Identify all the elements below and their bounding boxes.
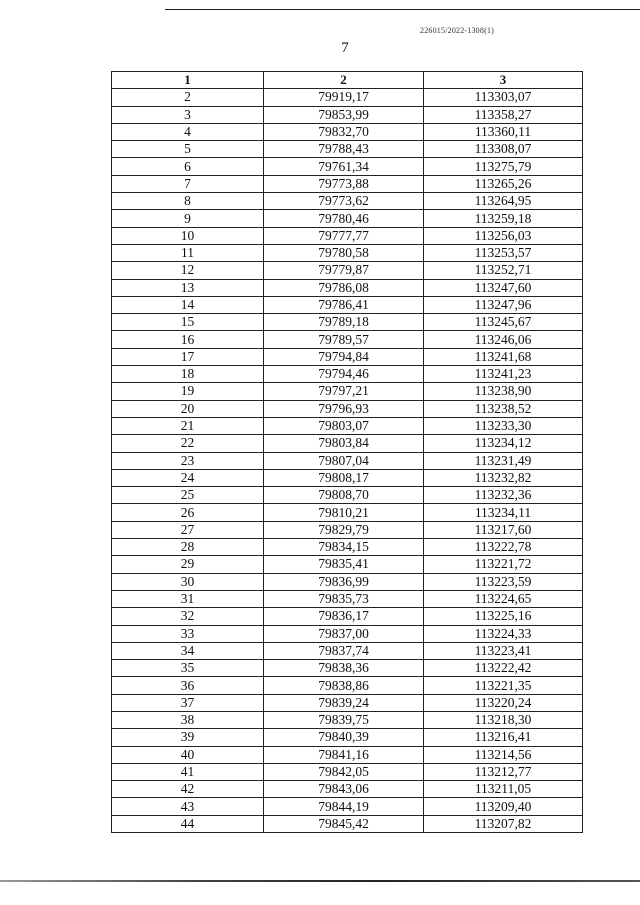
- table-cell-col-2: 79835,41: [264, 556, 424, 573]
- table-cell-col-1: 27: [112, 521, 264, 538]
- table-row: [112, 746, 583, 763]
- table-row: [112, 400, 583, 417]
- table-cell-col-1: 28: [112, 539, 264, 556]
- table-row: [112, 89, 583, 106]
- table-header-row: [112, 72, 583, 89]
- table-cell-col-1: 22: [112, 435, 264, 452]
- bottom-rule: [0, 880, 640, 882]
- table-cell-col-1: 35: [112, 660, 264, 677]
- table-cell-col-1: 15: [112, 314, 264, 331]
- table-cell-col-3: 113232,82: [424, 469, 583, 486]
- table-cell-col-3: 113207,82: [424, 815, 583, 832]
- table-cell-col-3: 113308,07: [424, 141, 583, 158]
- table-cell-col-1: 40: [112, 746, 264, 763]
- table-cell-col-2: 79843,06: [264, 781, 424, 798]
- table-row: [112, 660, 583, 677]
- table-cell-col-3: 113253,57: [424, 244, 583, 261]
- table-cell-col-2: 79788,43: [264, 141, 424, 158]
- table-cell-col-3: 113238,52: [424, 400, 583, 417]
- table-row: [112, 504, 583, 521]
- table-cell-col-2: 79777,77: [264, 227, 424, 244]
- table-row: [112, 366, 583, 383]
- table-cell-col-2: 79832,70: [264, 123, 424, 140]
- table-row: [112, 798, 583, 815]
- page-number: 7: [341, 40, 349, 56]
- table-cell-col-2: 79829,79: [264, 521, 424, 538]
- table-cell-col-3: 113220,24: [424, 694, 583, 711]
- table-cell-col-1: 26: [112, 504, 264, 521]
- table-row: [112, 521, 583, 538]
- table-cell-col-2: 79836,99: [264, 573, 424, 590]
- table-cell-col-1: 14: [112, 296, 264, 313]
- table-cell-col-1: 6: [112, 158, 264, 175]
- table-row: [112, 123, 583, 140]
- table-row: [112, 763, 583, 780]
- table-cell-col-1: 33: [112, 625, 264, 642]
- table-cell-col-2: 79789,57: [264, 331, 424, 348]
- table-cell-col-2: 79789,18: [264, 314, 424, 331]
- table-cell-col-2: 79794,46: [264, 366, 424, 383]
- table-cell-col-2: 79786,08: [264, 279, 424, 296]
- table-cell-col-1: 2: [112, 89, 264, 106]
- table-cell-col-1: 4: [112, 123, 264, 140]
- table-cell-col-1: 13: [112, 279, 264, 296]
- table-cell-col-1: 37: [112, 694, 264, 711]
- table-cell-col-3: 113218,30: [424, 711, 583, 728]
- table-cell-col-1: 9: [112, 210, 264, 227]
- table-cell-col-3: 113209,40: [424, 798, 583, 815]
- table-cell-col-1: 10: [112, 227, 264, 244]
- table-cell-col-2: 79845,42: [264, 815, 424, 832]
- table-cell-col-1: 21: [112, 417, 264, 434]
- table-cell-col-3: 113246,06: [424, 331, 583, 348]
- table-cell-col-3: 113211,05: [424, 781, 583, 798]
- table-cell-col-2: 79773,62: [264, 193, 424, 210]
- document-reference: 226015/2022-1308(1): [420, 26, 495, 35]
- table-cell-col-2: 79794,84: [264, 348, 424, 365]
- table-row: [112, 262, 583, 279]
- table-row: [112, 452, 583, 469]
- table-cell-col-2: 79835,73: [264, 590, 424, 607]
- table-cell-col-3: 113360,11: [424, 123, 583, 140]
- table-cell-col-3: 113241,68: [424, 348, 583, 365]
- table-row: [112, 244, 583, 261]
- table-cell-col-3: 113225,16: [424, 608, 583, 625]
- table-cell-col-2: 79808,17: [264, 469, 424, 486]
- table-cell-col-1: 23: [112, 452, 264, 469]
- table-cell-col-1: 20: [112, 400, 264, 417]
- table-cell-col-2: 79780,46: [264, 210, 424, 227]
- table-cell-col-3: 113214,56: [424, 746, 583, 763]
- table-cell-col-2: 79838,36: [264, 660, 424, 677]
- table-cell-col-1: 38: [112, 711, 264, 728]
- table-cell-col-3: 113221,72: [424, 556, 583, 573]
- table-row: [112, 590, 583, 607]
- table-cell-col-1: 24: [112, 469, 264, 486]
- table-cell-col-3: 113265,26: [424, 175, 583, 192]
- table-cell-col-1: 34: [112, 642, 264, 659]
- table-cell-col-3: 113303,07: [424, 89, 583, 106]
- table-row: [112, 487, 583, 504]
- table-cell-col-1: 25: [112, 487, 264, 504]
- table-cell-col-2: 79797,21: [264, 383, 424, 400]
- table-cell-col-1: 17: [112, 348, 264, 365]
- table-row: [112, 435, 583, 452]
- table-cell-col-2: 79838,86: [264, 677, 424, 694]
- table-row: [112, 175, 583, 192]
- table-row: [112, 227, 583, 244]
- table-cell-col-3: 113234,11: [424, 504, 583, 521]
- table-cell-col-2: 79807,04: [264, 452, 424, 469]
- table-cell-col-2: 79808,70: [264, 487, 424, 504]
- table-row: [112, 296, 583, 313]
- table-cell-col-2: 79761,34: [264, 158, 424, 175]
- table-cell-col-3: 113238,90: [424, 383, 583, 400]
- table-cell-col-1: 43: [112, 798, 264, 815]
- table-cell-col-1: 30: [112, 573, 264, 590]
- table-cell-col-1: 5: [112, 141, 264, 158]
- table-row: [112, 677, 583, 694]
- table-cell-col-3: 113245,67: [424, 314, 583, 331]
- table-cell-col-1: 11: [112, 244, 264, 261]
- table-row: [112, 279, 583, 296]
- table-cell-col-2: 79834,15: [264, 539, 424, 556]
- table-row: [112, 417, 583, 434]
- table-cell-col-3: 113259,18: [424, 210, 583, 227]
- table-row: [112, 383, 583, 400]
- table-cell-col-2: 79842,05: [264, 763, 424, 780]
- table-row: [112, 469, 583, 486]
- table-cell-col-1: 32: [112, 608, 264, 625]
- table-cell-col-3: 113212,77: [424, 763, 583, 780]
- table-cell-col-2: 79839,75: [264, 711, 424, 728]
- table-row: [112, 694, 583, 711]
- table-cell-col-3: 113223,41: [424, 642, 583, 659]
- table-cell-col-2: 79779,87: [264, 262, 424, 279]
- table-cell-col-3: 113247,60: [424, 279, 583, 296]
- table-cell-col-3: 113222,42: [424, 660, 583, 677]
- table-row: [112, 573, 583, 590]
- table-cell-col-2: 79840,39: [264, 729, 424, 746]
- table-cell-col-3: 113247,96: [424, 296, 583, 313]
- table-row: [112, 815, 583, 832]
- table-row: [112, 608, 583, 625]
- table-cell-col-3: 113358,27: [424, 106, 583, 123]
- table-cell-col-2: 79796,93: [264, 400, 424, 417]
- table-cell-col-3: 113234,12: [424, 435, 583, 452]
- table-cell-col-3: 113241,23: [424, 366, 583, 383]
- table-cell-col-2: 79803,84: [264, 435, 424, 452]
- table-cell-col-2: 79919,17: [264, 89, 424, 106]
- table-cell-col-1: 41: [112, 763, 264, 780]
- table-cell-col-1: 19: [112, 383, 264, 400]
- table-row: [112, 642, 583, 659]
- top-rule: [165, 9, 640, 10]
- column-header-3: 3: [424, 72, 583, 89]
- table-row: [112, 348, 583, 365]
- table-row: [112, 314, 583, 331]
- table-row: [112, 556, 583, 573]
- table-cell-col-3: 113216,41: [424, 729, 583, 746]
- table-cell-col-1: 8: [112, 193, 264, 210]
- table-cell-col-2: 79837,74: [264, 642, 424, 659]
- table-cell-col-2: 79810,21: [264, 504, 424, 521]
- table-cell-col-1: 29: [112, 556, 264, 573]
- table-cell-col-2: 79836,17: [264, 608, 424, 625]
- table-row: [112, 193, 583, 210]
- table-cell-col-1: 16: [112, 331, 264, 348]
- table-cell-col-2: 79839,24: [264, 694, 424, 711]
- table-cell-col-3: 113224,65: [424, 590, 583, 607]
- table-cell-col-1: 39: [112, 729, 264, 746]
- table-cell-col-3: 113221,35: [424, 677, 583, 694]
- table-cell-col-2: 79841,16: [264, 746, 424, 763]
- table-cell-col-2: 79773,88: [264, 175, 424, 192]
- table-cell-col-1: 3: [112, 106, 264, 123]
- table-cell-col-1: 7: [112, 175, 264, 192]
- table-cell-col-3: 113252,71: [424, 262, 583, 279]
- table-row: [112, 625, 583, 642]
- table-cell-col-1: 18: [112, 366, 264, 383]
- table-body: [112, 89, 583, 833]
- table-cell-col-2: 79786,41: [264, 296, 424, 313]
- table-cell-col-2: 79780,58: [264, 244, 424, 261]
- table-cell-col-3: 113224,33: [424, 625, 583, 642]
- table-cell-col-1: 31: [112, 590, 264, 607]
- table-cell-col-1: 36: [112, 677, 264, 694]
- table-row: [112, 106, 583, 123]
- table-cell-col-3: 113217,60: [424, 521, 583, 538]
- table-cell-col-3: 113232,36: [424, 487, 583, 504]
- table-row: [112, 331, 583, 348]
- table-row: [112, 210, 583, 227]
- column-header-1: 1: [112, 72, 264, 89]
- table-cell-col-2: 79837,00: [264, 625, 424, 642]
- table-row: [112, 158, 583, 175]
- table-row: [112, 141, 583, 158]
- table-cell-col-3: 113256,03: [424, 227, 583, 244]
- column-header-2: 2: [264, 72, 424, 89]
- table-cell-col-1: 44: [112, 815, 264, 832]
- table-cell-col-2: 79844,19: [264, 798, 424, 815]
- table-cell-col-3: 113275,79: [424, 158, 583, 175]
- table-cell-col-2: 79853,99: [264, 106, 424, 123]
- table-cell-col-3: 113231,49: [424, 452, 583, 469]
- table-cell-col-3: 113223,59: [424, 573, 583, 590]
- table-row: [112, 539, 583, 556]
- table-cell-col-1: 12: [112, 262, 264, 279]
- table-row: [112, 781, 583, 798]
- table-row: [112, 711, 583, 728]
- table-cell-col-3: 113233,30: [424, 417, 583, 434]
- coordinates-table: [111, 71, 583, 833]
- table-cell-col-3: 113222,78: [424, 539, 583, 556]
- table-cell-col-3: 113264,95: [424, 193, 583, 210]
- table-cell-col-1: 42: [112, 781, 264, 798]
- table-cell-col-2: 79803,07: [264, 417, 424, 434]
- table-row: [112, 729, 583, 746]
